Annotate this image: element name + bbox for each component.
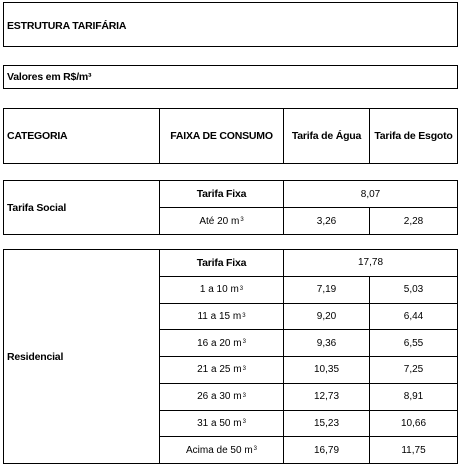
social-row-range [160,208,283,234]
residencial-row-agua: 9,36 [316,337,337,349]
range-text: 21 a 25 m [197,364,242,376]
range-sup: 3 [240,217,244,223]
residencial-row-agua: 16,79 [313,444,340,456]
residencial-row-range [160,304,283,330]
range-text: 16 a 20 m [197,337,242,349]
residencial-row-range [160,277,283,303]
range-text: Acima de 50 m [185,444,253,456]
social-row-esgoto: 2,28 [403,215,424,227]
residencial-row-range [160,330,283,356]
range-text: 26 a 30 m [197,391,242,403]
residencial-row-esgoto: 6,55 [403,337,424,349]
residencial-row-esgoto: 6,44 [403,311,424,323]
residencial-row-agua: 10,35 [313,364,340,376]
residencial-row-agua: 7,19 [316,284,337,296]
range-text: 31 a 50 m [197,417,242,429]
social-category: Tarifa Social [7,201,67,214]
social-box [3,180,458,235]
residencial-row-range [160,437,283,463]
residencial-row-range [160,357,283,383]
residencial-row-esgoto: 11,75 [401,444,426,456]
page-title: ESTRUTURA TARIFÁRIA [7,19,127,32]
header-categoria: CATEGORIA [7,130,68,142]
range-sup: 3 [253,446,258,453]
residencial-row-esgoto: 7,25 [403,364,424,376]
residencial-fixa-value: 17,78 [357,256,384,268]
social-fixa-label: Tarifa Fixa [196,188,247,200]
range-sup: 3 [242,419,246,426]
residencial-fixa-label: Tarifa Fixa [196,257,247,269]
range-text: Até 20 m [199,215,240,227]
header-faixa: FAIXA DE CONSUMO [170,130,273,142]
social-fixa-value: 8,07 [360,188,381,200]
social-row-agua: 3,26 [316,215,337,227]
header-agua: Tarifa de Água [291,130,362,142]
residencial-row-agua: 12,73 [313,391,340,403]
residencial-row-esgoto: 10,66 [400,417,427,429]
residencial-box [3,249,458,464]
range-sup: 3 [242,339,246,346]
range-sup: 3 [242,365,246,372]
residencial-category: Residencial [7,350,64,363]
range-text: 11 a 15 m [197,311,242,323]
header-esgoto: Tarifa de Esgoto [374,130,453,142]
range-sup: 3 [242,312,246,319]
units-label: Valores em R$/m³ [7,71,92,83]
residencial-row-range [160,411,283,437]
range-text: 1 a 10 m [199,284,239,296]
residencial-row-agua: 15,23 [313,417,340,429]
range-sup: 3 [242,392,246,399]
residencial-row-agua: 9,20 [316,311,337,323]
residencial-row-esgoto: 5,03 [403,284,424,296]
header-box [3,108,458,164]
units-box [3,65,458,89]
title-box [3,2,458,47]
residencial-row-esgoto: 8,91 [403,391,424,403]
residencial-row-range [160,384,283,410]
range-sup: 3 [239,285,244,292]
